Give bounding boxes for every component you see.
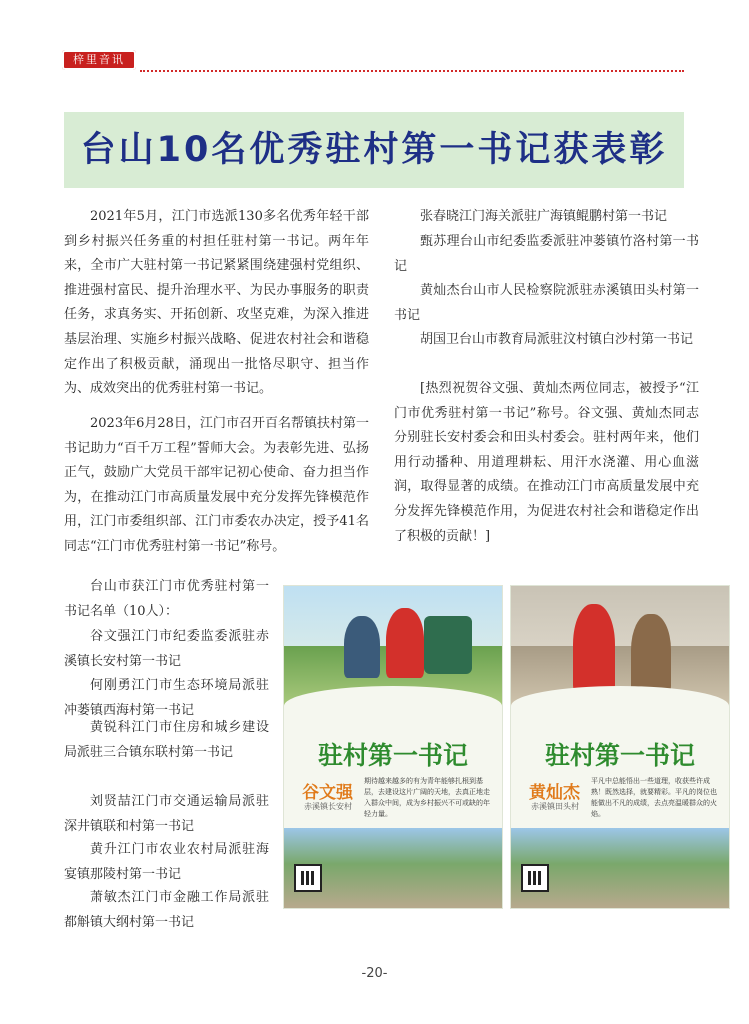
qr-code-icon xyxy=(521,864,549,892)
poster-gu-wenqiang xyxy=(283,585,503,909)
person-figure xyxy=(386,608,424,678)
poster-quote: 期待越来越多的有为青年能够扎根到基层，去建设这片广阔的天地，去真正地走入群众中间，成为乡村振兴不可或缺的年轻力量。 xyxy=(364,777,490,818)
paragraph-meeting: 2023年6月28日，江门市召开百名帮镇扶村第一书记助力“百千万工程”誓师大会。为表彰先进、弘扬正气，鼓励广大党员干部牢记初心使命、奋力担当作为，在推动江门市高质量发展中充分发挥先锋模范作用，江门市委组织部、江门市委农办决定，授予41名同志“江门市优秀驻村第一书记”称号。 xyxy=(64,416,369,554)
list-item: 黄升江门市农业农村局派驻海宴镇那陵村第一书记 xyxy=(64,842,269,882)
title-banner xyxy=(64,112,684,188)
person-figure xyxy=(573,604,615,694)
list-item: 谷文强江门市纪委监委派驻赤溪镇长安村第一书记 xyxy=(64,629,269,669)
poster-village: 赤溪镇长安村 xyxy=(304,802,352,811)
list-item: 张春晓江门海关派驻广海镇鲲鹏村第一书记 xyxy=(420,209,668,224)
poster-name: 黄灿杰 xyxy=(529,783,580,803)
congratulations-note: [热烈祝贺谷文强、黄灿杰两位同志，被授予“江门市优秀驻村第一书记”称号。谷文强、黄灿杰同志分别驻长安村委会和田头村委会。驻村两年来，他们用行动播种、用道理耕耘、用汗水浇灌、用心血滋润，取得显著的成绩。在推动江门市高质量发展中充分发挥先锋模范作用，为促进农村社会和谐稳定作出了积极的贡献！] xyxy=(394,381,699,544)
list-item: 黄灿杰台山市人民检察院派驻赤溪镇田头村第一书记 xyxy=(394,283,699,323)
person-figure xyxy=(344,616,380,678)
tractor xyxy=(424,616,472,674)
list-item: 黄锐科江门市住房和城乡建设局派驻三合镇东联村第一书记 xyxy=(64,720,269,760)
column-tag: 梓里音讯 xyxy=(62,50,136,70)
list-item: 何刚勇江门市生态环境局派驻冲蒌镇西海村第一书记 xyxy=(64,678,269,718)
brush-divider xyxy=(511,686,729,726)
poster-name: 谷文强 xyxy=(302,783,353,803)
list-item: 胡国卫台山市教育局派驻汶村镇白沙村第一书记 xyxy=(420,332,694,347)
poster-village: 赤溪镇田头村 xyxy=(531,802,579,811)
page-number: -20- xyxy=(361,966,388,981)
list-item: 甄苏理台山市纪委监委派驻冲蒌镇竹洛村第一书记 xyxy=(394,234,699,274)
poster-quote: 平凡中总能悟出一些道理，收获些许成熟！既然选择，就要精彩。平凡的岗位也能做出不凡的成绩，去点亮温暖群众的火焰。 xyxy=(591,777,717,818)
header-divider xyxy=(140,70,684,72)
list-item: 萧敏杰江门市金融工作局派驻都斛镇大纲村第一书记 xyxy=(64,890,269,930)
paragraph-intro: 2021年5月，江门市选派130多名优秀年轻干部到乡村振兴任务重的村担任驻村第一书记。两年年来，全市广大驻村第一书记紧紧围绕建强村党组织、推进强村富民、提升治理水平、为民办事服务的职责任务，求真务实、开拓创新、攻坚克难，为深入推进基层治理、实施乡村振兴战略、促进农村社会和谐稳定作出了积极贡献，涌现出一批恪尽职守、担当作为、成效突出的优秀驻村第一书记。 xyxy=(64,209,369,397)
list-item: 刘贤喆江门市交通运输局派驻深井镇联和村第一书记 xyxy=(64,794,269,834)
qr-code-icon xyxy=(294,864,322,892)
poster-huang-canjie xyxy=(510,585,730,909)
article-title: 台山10名优秀驻村第一书记获表彰 xyxy=(80,130,668,170)
poster-slogan: 驻村第一书记 xyxy=(317,741,468,770)
person-figure xyxy=(631,614,671,694)
brush-divider xyxy=(284,686,502,726)
list-title: 台山市获江门市优秀驻村第一书记名单（10人）： xyxy=(64,579,269,619)
poster-slogan: 驻村第一书记 xyxy=(544,741,695,770)
